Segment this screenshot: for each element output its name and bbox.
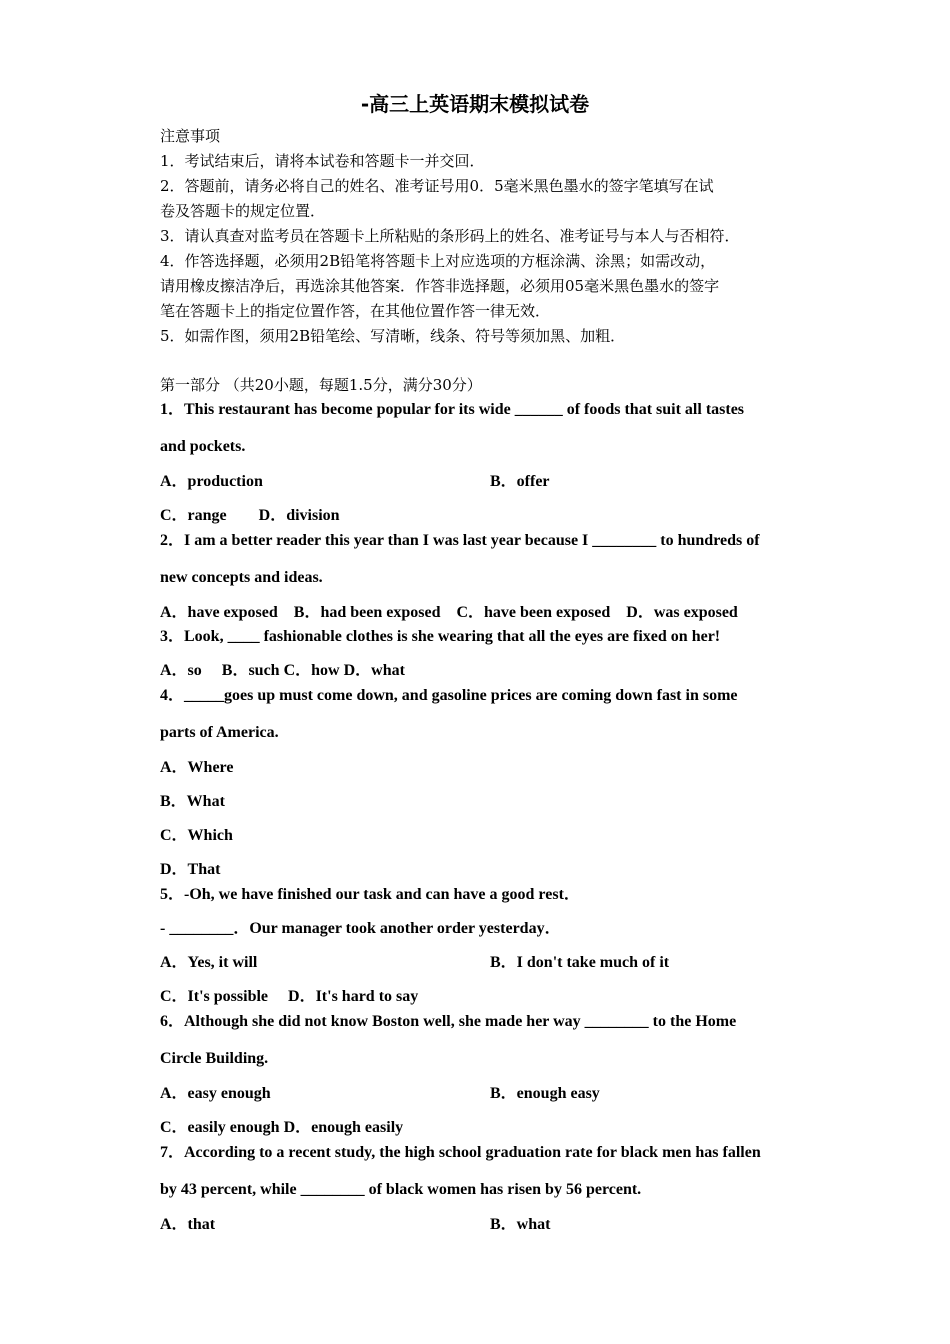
notice-line: 2．答题前，请务必将自己的姓名、准考证号用0．5毫米黑色墨水的签字笔填写在试 <box>160 177 714 195</box>
notice-line: 5．如需作图，须用2B铅笔绘、写清晰，线条、符号等须加黑、加粗． <box>160 327 626 345</box>
question-5-options-cd: C．It's possible D．It's hard to say <box>160 988 419 1005</box>
question-1-option-b: B．offer <box>490 473 550 490</box>
question-6-option-a: A．easy enough <box>160 1085 271 1102</box>
question-2-stem-cont: new concepts and ideas. <box>160 569 323 586</box>
notice-line: 请用橡皮擦洁净后，再选涂其他答案．作答非选择题，必须用05毫米黑色墨水的签字 <box>160 277 720 295</box>
page-title: -高三上英语期末模拟试卷 <box>360 92 590 116</box>
notice-line: 1．考试结束后，请将本试卷和答题卡一并交回． <box>160 152 485 170</box>
question-4-stem: 4．_____goes up must come down, and gasoline prices are coming down fast in some <box>160 687 738 704</box>
question-7-stem: 7．According to a recent study, the high school graduation rate for black men has fallen <box>160 1144 761 1161</box>
question-7-stem-cont: by 43 percent, while ________ of black women has risen by 56 percent. <box>160 1181 642 1198</box>
question-7-option-a: A．that <box>160 1216 216 1233</box>
notice-line: 卷及答题卡的规定位置． <box>160 202 326 220</box>
question-4-stem-cont: parts of America. <box>160 724 279 741</box>
question-4-option-b: B．What <box>160 793 225 810</box>
notice-heading: 注意事项 <box>160 127 221 145</box>
question-4-option-d: D．That <box>160 861 221 878</box>
notice-line: 笔在答题卡上的指定位置作答，在其他位置作答一律无效． <box>160 302 551 320</box>
question-6-option-b: B．enough easy <box>490 1085 600 1102</box>
section-heading: 第一部分 （共20小题，每题1.5分，满分30分） <box>160 376 482 394</box>
notice-line: 4．作答选择题，必须用2B铅笔将答题卡上对应选项的方框涂满、涂黑；如需改动， <box>160 252 716 270</box>
question-2-stem: 2．I am a better reader this year than I was last year because I ________ to hundreds of <box>160 532 760 549</box>
question-2-options: A．have exposed B．had been exposed C．have been exposed D．was exposed <box>160 604 738 621</box>
question-4-option-c: C．Which <box>160 827 233 844</box>
question-5-stem-cont: - ________．Our manager took another order yesterday． <box>160 920 561 937</box>
question-1-stem: 1．This restaurant has become popular for its wide ______ of foods that suit all tastes <box>160 401 745 418</box>
question-3-options: A．so B．such C．how D．what <box>160 662 405 679</box>
question-5-option-b: B．I don't take much of it <box>490 954 670 971</box>
question-5-stem: 5．-Oh, we have finished our task and can have a good rest． <box>160 886 580 903</box>
question-7-option-b: B．what <box>490 1216 551 1233</box>
question-1-option-a: A．production <box>160 473 263 490</box>
question-4-option-a: A．Where <box>160 759 234 776</box>
question-5-option-a: A．Yes, it will <box>160 954 258 971</box>
question-6-stem: 6．Although she did not know Boston well, she made her way ________ to the Home <box>160 1013 737 1030</box>
question-1-stem-cont: and pockets. <box>160 438 246 455</box>
question-6-stem-cont: Circle Building. <box>160 1050 269 1067</box>
notice-line: 3．请认真查对监考员在答题卡上所粘贴的条形码上的姓名、准考证号与本人与否相符． <box>160 227 740 245</box>
question-6-options-cd: C．easily enough D．enough easily <box>160 1119 404 1136</box>
question-3-stem: 3．Look, ____ fashionable clothes is she wearing that all the eyes are fixed on her! <box>160 628 721 645</box>
question-1-options-cd: C．range D．division <box>160 507 340 524</box>
